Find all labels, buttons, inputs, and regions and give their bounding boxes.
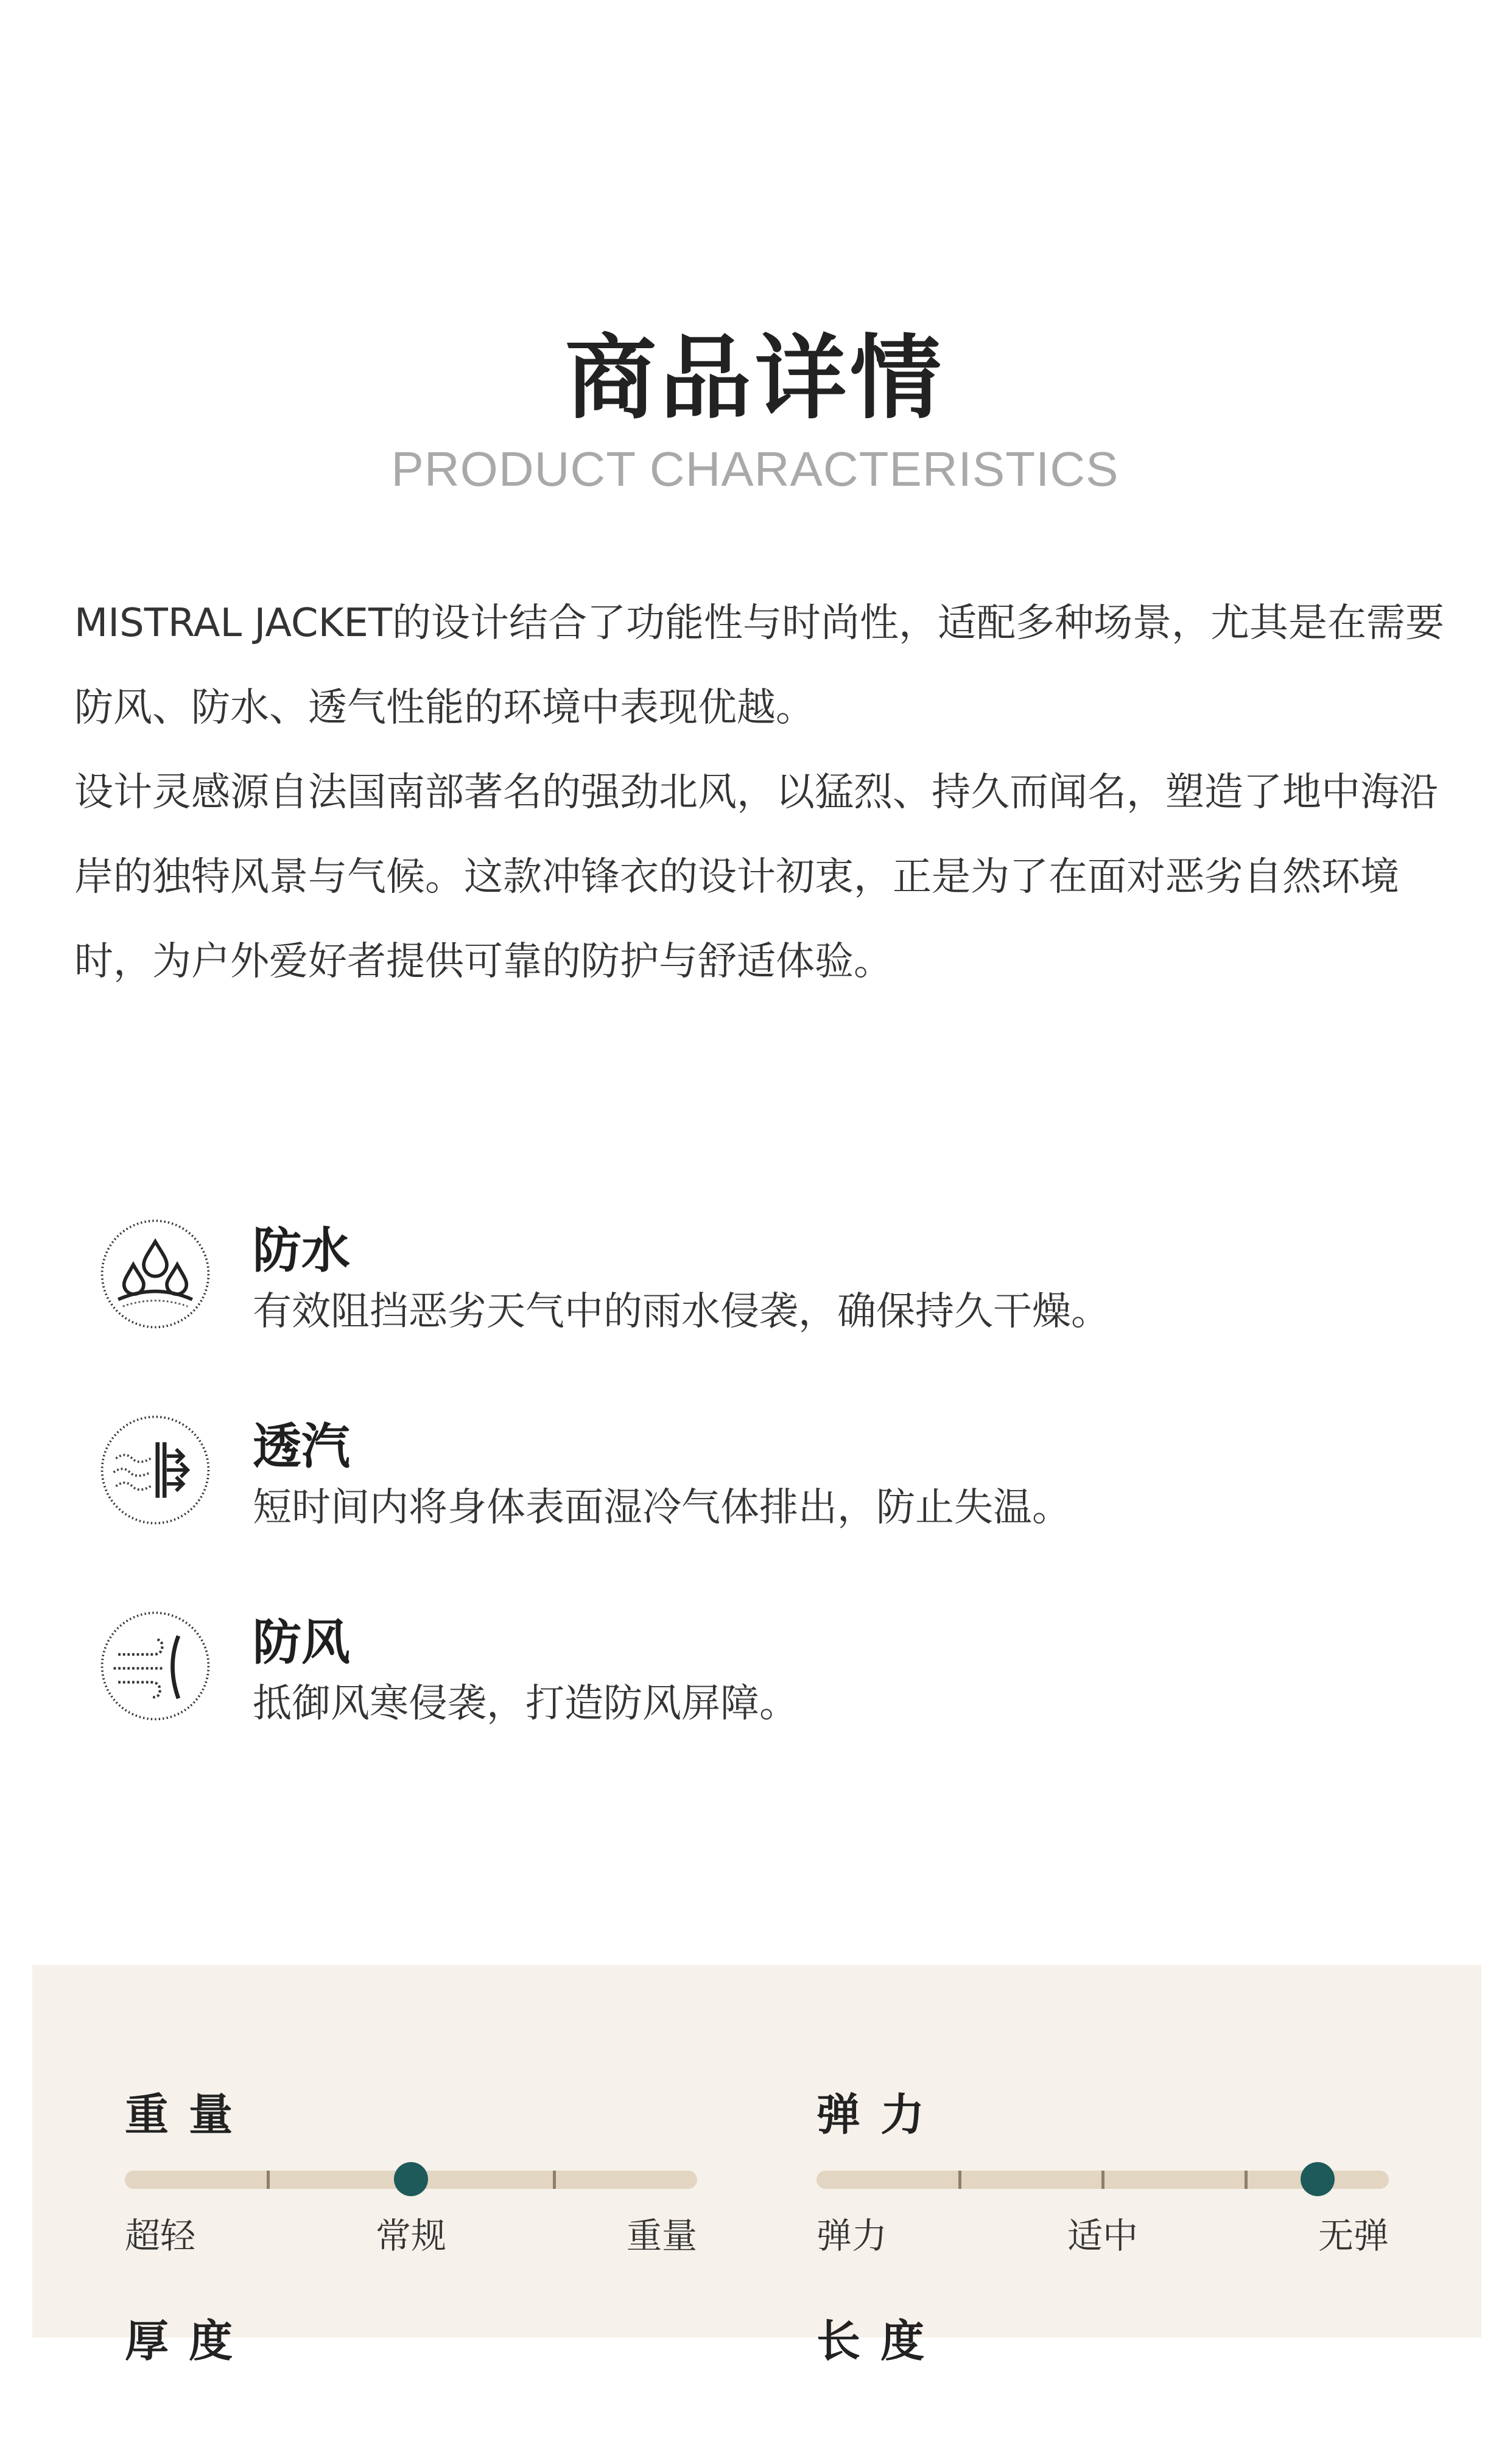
spec-label: 厚 度 <box>125 2315 236 2367</box>
spec-mid-label: 适中 <box>1067 2215 1139 2256</box>
spec-label: 长 度 <box>816 2315 927 2367</box>
spec-max-label: 重量 <box>626 2215 697 2256</box>
spec-min-label: 超轻 <box>125 2215 196 2256</box>
feature-description: 抵御风寒侵袭，打造防风屏障。 <box>253 1681 798 1726</box>
spec-weight <box>125 2079 697 2256</box>
spec-slider-tick <box>267 2171 270 2189</box>
spec-slider-track <box>816 2171 1389 2189</box>
feature-name: 透汽 <box>253 1418 350 1475</box>
spec-elasticity <box>816 2079 1389 2256</box>
spec-min-label: 弹力 <box>816 2215 888 2256</box>
feature-name: 防风 <box>253 1614 350 1671</box>
feature-breathable <box>97 1412 1437 1534</box>
feature-name: 防水 <box>253 1222 350 1279</box>
page-title: 商品详情 <box>564 326 945 432</box>
spec-slider-tick <box>958 2171 961 2189</box>
spec-max-label: 无弹 <box>1318 2215 1389 2256</box>
feature-waterproof <box>97 1216 1437 1338</box>
water-drops-icon <box>97 1216 213 1332</box>
spec-slider-track <box>125 2171 697 2189</box>
spec-panel <box>32 1965 1481 2367</box>
feature-description: 有效阻挡恶劣天气中的雨水侵袭，确保持久干燥。 <box>253 1289 1110 1334</box>
intro-paragraph: MISTRAL JACKET的设计结合了功能性与时尚性，适配多种场景，尤其是在需要防风、防水、透气性能的环境中表现优越。 <box>74 601 1445 730</box>
intro-paragraph: 设计灵感源自法国南部著名的强劲北风，以猛烈、持久而闻名，塑造了地中海沿岸的独特风景与气候。这款冲锋衣的设计初衷，正是为了在面对恶劣自然环境时，为户外爱好者提供可靠的防护与舒适体验。 <box>74 770 1438 984</box>
spec-slider-tick <box>553 2171 556 2189</box>
spec-label: 弹 力 <box>816 2089 927 2140</box>
intro-text <box>74 581 1450 1004</box>
spec-slider-tick <box>1101 2171 1104 2189</box>
spec-thickness <box>125 2306 697 2464</box>
spec-slider-tick <box>1245 2171 1248 2189</box>
page-subtitle: PRODUCT CHARACTERISTICS <box>391 442 1119 496</box>
spec-slider-knob <box>1301 2162 1335 2196</box>
spec-label: 重 量 <box>125 2089 236 2140</box>
vapor-breathable-icon <box>97 1412 213 1528</box>
spec-mid-label: 常规 <box>375 2215 447 2256</box>
spec-slider-knob <box>394 2162 428 2196</box>
spec-length <box>816 2306 1389 2464</box>
feature-description: 短时间内将身体表面湿冷气体排出，防止失温。 <box>253 1485 1071 1530</box>
feature-windproof <box>97 1608 1437 1730</box>
wind-barrier-icon <box>97 1608 213 1724</box>
